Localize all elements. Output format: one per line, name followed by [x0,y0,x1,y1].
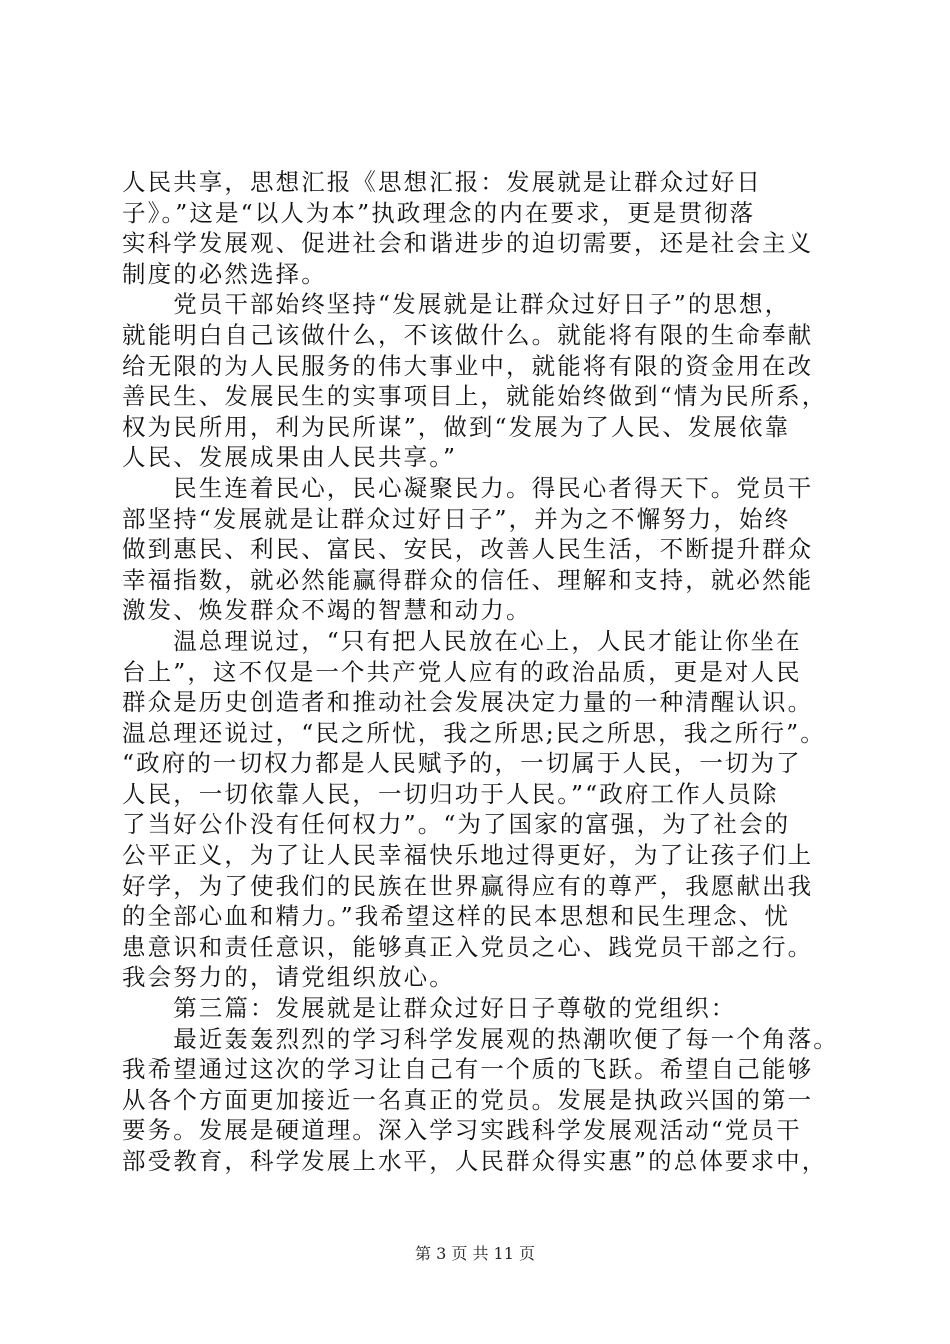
text-line: 人民，一切依靠人民，一切归功于人民。”“政府工作人员除 [122,779,779,808]
text-line: 台上”，这不仅是一个共产党人应有的政治品质，更是对人民 [122,657,802,686]
text-line: “政府的一切权力都是人民赋予的，一切属于人民，一切为了 [122,749,802,778]
text-line: 就能明白自己该做什么，不该做什么。就能将有限的生命奉献 [122,320,814,349]
text-line: 善民生、发展民生的实事项目上，就能始终做到“情为民所系， [122,382,828,411]
text-line: 部受教育，科学发展上水平，人民群众得实惠”的总体要求中， [122,1147,828,1175]
text-line: 幸福指数，就必然能赢得群众的信任、理解和支持，就必然能 [122,565,814,594]
text-line: 要务。发展是硬道理。深入学习实践科学发展观活动“党员干 [122,1116,802,1145]
text-line: 制度的必然选择。 [122,259,327,288]
text-line: 的全部心血和精力。”我希望这样的民本思想和民生理念、忧 [122,902,790,931]
text-line: 人民共享，思想汇报《思想汇报：发展就是让群众过好日 [122,168,762,196]
text-line: 部坚持“发展就是让群众过好日子”，并为之不懈努力，始终 [122,504,791,533]
text-line: 从各个方面更加接近一名真正的党员。发展是执政兴国的第一 [122,1085,814,1114]
text-line: 激发、焕发群众不竭的智慧和动力。 [122,596,532,625]
text-line: 给无限的为人民服务的伟大事业中，就能将有限的资金用在改 [122,351,814,380]
text-line: 子》。”这是“以人为本”执政理念的内在要求，更是贯彻落 [122,198,756,227]
text-line: 我希望通过这次的学习让自己有一个质的飞跃。希望自己能够 [122,1055,814,1084]
text-line: 患意识和责任意识，能够真正入党员之心、践党员干部之行。 [122,932,814,961]
body-text [122,167,839,1177]
text-line: 温总理说过，“只有把人民放在心上，人民才能让你坐在 [122,626,802,655]
text-line: 党员干部始终坚持“发展就是让群众过好日子”的思想， [122,290,791,319]
text-line: 权为民所用，利为民所谋”，做到“发展为了人民、发展依靠 [122,412,791,441]
text-line: 温总理还说过，“民之所忧，我之所思;民之所思，我之所行”。 [122,718,826,747]
text-line: 群众是历史创造者和推动社会发展决定力量的一种清醒认识。 [122,688,814,717]
text-line: 做到惠民、利民、富民、安民，改善人民生活，不断提升群众 [122,535,814,564]
text-line: 最近轰轰烈烈的学习科学发展观的热潮吹便了每一个角落。 [122,1024,839,1053]
text-line: 人民、发展成果由人民共享。” [122,443,458,472]
text-line: 了当好公仆没有任何权力”。“为了国家的富强，为了社会的 [122,810,791,839]
text-line: 民生连着民心，民心凝聚民力。得民心者得天下。党员干 [122,473,814,502]
text-line: 实科学发展观、促进社会和谐进步的迫切需要，还是社会主义 [122,229,814,258]
text-line: 我会努力的，请党组织放心。 [122,963,455,992]
page-number-footer: 第 3 页 共 11 页 [415,1244,535,1263]
text-line: 第三篇：发展就是让群众过好日子尊敬的党组织： [122,994,737,1023]
text-line: 好学，为了使我们的民族在世界赢得应有的尊严，我愿献出我 [122,871,814,900]
text-line: 公平正义，为了让人民幸福快乐地过得更好，为了让孩子们上 [122,841,814,870]
